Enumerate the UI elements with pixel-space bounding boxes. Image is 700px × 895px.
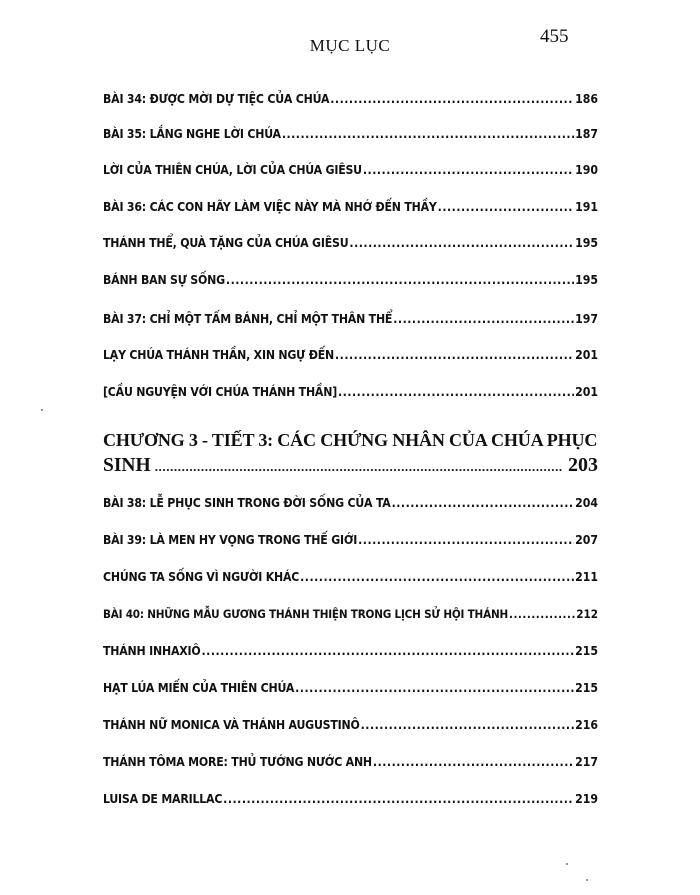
toc-entry-title: BÀI 34: ĐƯỢC MỜI DỰ TIỆC CỦA CHÚA bbox=[103, 92, 330, 106]
page-header-title: MỤC LỤC bbox=[309, 36, 391, 55]
chapter-heading[interactable]: CHƯƠNG 3 - TIẾT 3: CÁC CHỨNG NHÂN CỦA CHÚA PHỤC bbox=[103, 430, 598, 450]
dot-leader bbox=[155, 459, 562, 473]
toc-entry-title: BÀI 35: LẮNG NGHE LỜI CHÚA bbox=[103, 127, 281, 141]
chapter-heading-title: SINH bbox=[103, 455, 151, 476]
toc-entry-title: BÀI 37: CHỈ MỘT TẤM BÁNH, CHỈ MỘT THÂN THỂ bbox=[103, 312, 393, 326]
chapter-heading-continuation[interactable] bbox=[103, 454, 598, 477]
toc-entry-title: LẠY CHÚA THÁNH THẦN, XIN NGỰ ĐẾN bbox=[103, 348, 335, 362]
toc-entry-page: 215 bbox=[575, 681, 598, 695]
toc-entry[interactable] bbox=[103, 792, 598, 806]
scan-speck bbox=[41, 409, 43, 411]
toc-entry-title: LUISA DE MARILLAC bbox=[103, 792, 223, 806]
toc-entry-title: THÁNH TÔMA MORE: THỦ TƯỚNG NƯỚC ANH bbox=[103, 755, 372, 769]
toc-entry-page: 186 bbox=[575, 92, 598, 106]
toc-entry-title: HẠT LÚA MIẾN CỦA THIÊN CHÚA bbox=[103, 681, 295, 695]
dot-leader bbox=[373, 755, 574, 767]
toc-entry[interactable] bbox=[103, 200, 598, 214]
toc-entry-title: THÁNH INHAXIÔ bbox=[103, 644, 201, 658]
toc-entry-title: LỜI CỦA THIÊN CHÚA, LỜI CỦA CHÚA GIÊSU bbox=[103, 163, 362, 177]
toc-entry[interactable] bbox=[103, 570, 598, 584]
toc-entry-title: BÀI 36: CÁC CON HÃY LÀM VIỆC NÀY MÀ NHỚ ĐẾN THẦY bbox=[103, 200, 437, 214]
toc-entry-page: 187 bbox=[575, 127, 598, 141]
dot-leader bbox=[349, 236, 574, 248]
toc-entry[interactable] bbox=[103, 496, 598, 510]
dot-leader bbox=[226, 273, 574, 285]
toc-entry-page: 195 bbox=[575, 273, 598, 287]
toc-entry-title: BÀI 40: NHỮNG MẪU GƯƠNG THÁNH THIỆN TRONG LỊCH SỬ HỘI THÁNH bbox=[103, 607, 508, 621]
toc-entry-title: BÀI 39: LÀ MEN HY VỌNG TRONG THẾ GIỚI bbox=[103, 533, 358, 547]
dot-leader bbox=[223, 792, 574, 804]
toc-entry-title: BÀI 38: LỄ PHỤC SINH TRONG ĐỜI SỐNG CỦA TA bbox=[103, 496, 391, 510]
toc-entry-page: 212 bbox=[576, 607, 598, 621]
toc-entry-title: BÁNH BAN SỰ SỐNG bbox=[103, 273, 225, 287]
dot-leader bbox=[201, 644, 574, 656]
toc-entry-page: 215 bbox=[575, 644, 598, 658]
dot-leader bbox=[363, 163, 574, 175]
dot-leader bbox=[393, 312, 574, 324]
dot-leader bbox=[330, 92, 574, 104]
toc-entry[interactable] bbox=[103, 236, 598, 250]
dot-leader bbox=[509, 607, 575, 619]
scan-speck bbox=[586, 879, 588, 881]
toc-entry[interactable] bbox=[103, 273, 598, 287]
dot-leader bbox=[282, 127, 574, 139]
toc-entry[interactable] bbox=[103, 312, 598, 326]
toc-entry[interactable] bbox=[103, 385, 598, 399]
toc-entry[interactable] bbox=[103, 127, 598, 141]
dot-leader bbox=[358, 533, 574, 545]
toc-entry-page: 216 bbox=[575, 718, 598, 732]
toc-entry[interactable] bbox=[103, 755, 598, 769]
toc-entry[interactable] bbox=[103, 718, 598, 732]
toc-entry-page: 197 bbox=[575, 312, 598, 326]
toc-entry-page: 217 bbox=[575, 755, 598, 769]
dot-leader bbox=[338, 385, 574, 397]
toc-entry[interactable] bbox=[103, 607, 598, 621]
toc-entry-page: 191 bbox=[575, 200, 598, 214]
toc-entry[interactable] bbox=[103, 644, 598, 658]
toc-entry-page: 201 bbox=[575, 348, 598, 362]
toc-entry[interactable] bbox=[103, 92, 598, 106]
toc-entry-page: 190 bbox=[575, 163, 598, 177]
toc-entry-title: THÁNH NỮ MONICA VÀ THÁNH AUGUSTINÔ bbox=[103, 718, 360, 732]
toc-entry[interactable] bbox=[103, 348, 598, 362]
dot-leader bbox=[295, 681, 574, 693]
scan-speck bbox=[566, 863, 568, 865]
dot-leader bbox=[335, 348, 574, 360]
dot-leader bbox=[361, 718, 574, 730]
toc-entry-page: 201 bbox=[575, 385, 598, 399]
toc-entry-title: [CẦU NGUYỆN VỚI CHÚA THÁNH THẦN] bbox=[103, 385, 338, 399]
toc-entry-page: 195 bbox=[575, 236, 598, 250]
toc-entry-page: 204 bbox=[575, 496, 598, 510]
chapter-page: 203 bbox=[568, 454, 598, 476]
toc-entry-page: 211 bbox=[575, 570, 598, 584]
toc-entry-title: CHÚNG TA SỐNG VÌ NGƯỜI KHÁC bbox=[103, 570, 300, 584]
toc-entry[interactable] bbox=[103, 681, 598, 695]
toc-entry[interactable] bbox=[103, 163, 598, 177]
toc-entry[interactable] bbox=[103, 533, 598, 547]
dot-leader bbox=[438, 200, 574, 212]
dot-leader bbox=[392, 496, 575, 508]
toc-entry-title: THÁNH THỂ, QUÀ TẶNG CỦA CHÚA GIÊSU bbox=[103, 236, 349, 250]
page-number: 455 bbox=[540, 26, 569, 47]
dot-leader bbox=[300, 570, 574, 582]
toc-entry-page: 219 bbox=[575, 792, 598, 806]
toc-entry-page: 207 bbox=[575, 533, 598, 547]
